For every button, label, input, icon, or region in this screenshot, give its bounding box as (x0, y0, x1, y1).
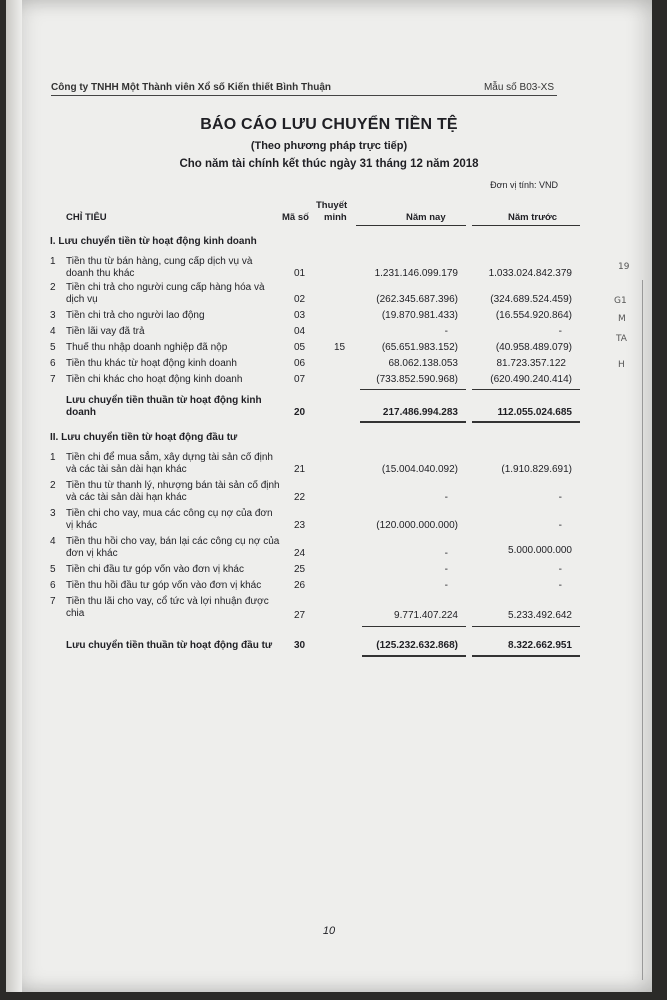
row-no: 5 (50, 564, 56, 575)
total-label: Lưu chuyển tiền thuần từ hoạt động kinh doanh (66, 395, 262, 418)
row-label: Tiền chi trả cho người cung cấp hàng hóa và dịch vụ (66, 282, 265, 305)
row-label: Tiền thu từ thanh lý, nhượng bán tài sản cố định và các tài sản dài hạn khác (66, 480, 280, 503)
row-no: 1 (50, 452, 56, 463)
total-rule-current (362, 655, 466, 657)
row-no: 3 (50, 310, 56, 321)
row-no: 4 (50, 326, 56, 337)
row-previous: 1.033.024.842.379 (488, 268, 572, 279)
margin-mark: M (618, 314, 626, 324)
row-code: 24 (294, 548, 306, 559)
column-header-note-2: minh (324, 212, 347, 223)
section-2-heading: II. Lưu chuyển tiền từ hoạt động đầu tư (50, 432, 238, 443)
currency-unit: Đơn vị tính: VND (490, 180, 558, 190)
row-current: (733.852.590.968) (376, 374, 458, 385)
header-rule-current (356, 225, 466, 226)
row-code: 02 (294, 294, 306, 305)
row-code: 26 (294, 580, 306, 591)
row-previous: - (558, 520, 562, 531)
total-previous: 112.055.024.685 (497, 407, 572, 418)
row-current: (120.000.000.000) (376, 520, 458, 531)
row-code: 07 (294, 374, 306, 385)
row-previous: (620.490.240.414) (490, 374, 572, 385)
row-no: 2 (50, 480, 56, 491)
row-code: 05 (294, 342, 306, 353)
column-header-note-1: Thuyết (316, 200, 348, 211)
row-previous: - (558, 326, 562, 337)
margin-mark: H (618, 360, 625, 370)
page-number: 10 (322, 925, 336, 937)
row-label: Tiền chi trả cho người lao động (66, 310, 205, 321)
row-label: Tiền chi đầu tư góp vốn vào đơn vị khác (66, 564, 244, 575)
subtotal-rule-current (360, 389, 466, 390)
row-code: 04 (294, 326, 306, 337)
row-label: Thuế thu nhập doanh nghiệp đã nộp (66, 342, 228, 353)
row-previous: - (558, 580, 562, 591)
row-no: 1 (50, 256, 56, 267)
row-previous: (1.910.829.691) (501, 464, 572, 475)
row-label: Tiền chi để mua sắm, xây dựng tài sản cố định và các tài sản dài hạn khác (66, 452, 273, 475)
column-header-code: Mã số (282, 212, 309, 223)
form-code: Mẫu số B03-XS (483, 82, 554, 93)
row-current: - (444, 326, 448, 337)
row-label: Tiền chi cho vay, mua các công cụ nợ của đơn vị khác (66, 508, 273, 531)
row-current: (65.651.983.152) (381, 342, 458, 353)
column-header-item: CHỈ TIÊU (66, 212, 107, 223)
total-label: Lưu chuyển tiền thuần từ hoạt động đầu tư (66, 640, 273, 651)
row-code: 21 (294, 464, 306, 475)
column-header-current: Năm nay (406, 212, 446, 223)
row-current: - (444, 492, 448, 503)
margin-mark: 19 (618, 262, 630, 272)
row-label: Tiền thu hồi cho vay, bán lại các công cụ nợ của đơn vị khác (66, 536, 280, 559)
row-no: 6 (50, 580, 56, 591)
row-previous: 5.000.000.000 (508, 545, 572, 556)
row-current: (19.870.981.433) (381, 310, 458, 321)
total-rule-previous (472, 421, 580, 423)
row-note: 15 (334, 342, 346, 353)
margin-mark: TA (616, 334, 627, 344)
margin-mark: G1 (614, 296, 627, 306)
row-previous: (324.689.524.459) (490, 294, 572, 305)
row-previous: 5.233.492.642 (508, 610, 572, 621)
row-no: 7 (50, 596, 56, 607)
total-code: 20 (294, 407, 306, 418)
column-header-previous: Năm trước (508, 212, 558, 223)
row-previous: (16.554.920.864) (495, 310, 572, 321)
row-current: (262.345.687.396) (376, 294, 458, 305)
row-current: 68.062.138.053 (388, 358, 458, 369)
row-label: Tiền chi khác cho hoạt động kinh doanh (66, 374, 243, 385)
subtotal-rule-current (362, 626, 466, 627)
row-current: - (444, 548, 448, 559)
report-title: BÁO CÁO LƯU CHUYỂN TIỀN TỆ (200, 116, 458, 133)
page-edge-line (642, 280, 643, 980)
row-code: 27 (294, 610, 306, 621)
total-current: 217.486.994.283 (382, 407, 458, 418)
report-period: Cho năm tài chính kết thúc ngày 31 tháng 12 năm 2018 (179, 158, 479, 170)
subtotal-rule-previous (472, 389, 580, 390)
header-rule-previous (472, 225, 580, 226)
row-no: 3 (50, 508, 56, 519)
row-no: 2 (50, 282, 56, 293)
row-code: 22 (294, 492, 306, 503)
row-code: 01 (294, 268, 306, 279)
total-code: 30 (294, 640, 306, 651)
row-no: 4 (50, 536, 56, 547)
row-code: 03 (294, 310, 306, 321)
row-current: 9.771.407.224 (394, 610, 458, 621)
row-code: 25 (294, 564, 306, 575)
row-label: Tiền lãi vay đã trả (66, 326, 145, 337)
row-no: 7 (50, 374, 56, 385)
row-label: Tiền thu lãi cho vay, cổ tức và lợi nhuận được chia (66, 596, 269, 619)
header-divider (51, 95, 557, 96)
total-previous: 8.322.662.951 (508, 640, 572, 651)
row-previous: - (558, 492, 562, 503)
row-current: (15.004.040.092) (381, 464, 458, 475)
row-previous: (40.958.489.079) (495, 342, 572, 353)
row-no: 5 (50, 342, 56, 353)
report-subtitle: (Theo phương pháp trực tiếp) (250, 140, 408, 152)
total-rule-current (360, 421, 466, 423)
document-page (6, 0, 652, 992)
row-current: - (444, 564, 448, 575)
total-current: (125.232.632.868) (376, 640, 458, 651)
row-label: Tiền thu hồi đầu tư góp vốn vào đơn vị khác (66, 580, 262, 591)
row-previous: - (558, 564, 562, 575)
section-1-heading: I. Lưu chuyển tiền từ hoạt động kinh doanh (50, 236, 257, 247)
row-label: Tiền thu từ bán hàng, cung cấp dịch vụ và doanh thu khác (66, 256, 253, 279)
row-code: 06 (294, 358, 306, 369)
row-previous: 81.723.357.122 (496, 358, 566, 369)
row-label: Tiền thu khác từ hoạt động kinh doanh (66, 358, 237, 369)
row-code: 23 (294, 520, 306, 531)
row-current: - (444, 580, 448, 591)
row-no: 6 (50, 358, 56, 369)
total-rule-previous (472, 655, 580, 657)
company-name: Công ty TNHH Một Thành viên Xổ số Kiến thiết Bình Thuận (51, 82, 331, 93)
row-current: 1.231.146.099.179 (374, 268, 458, 279)
subtotal-rule-previous (472, 626, 580, 627)
